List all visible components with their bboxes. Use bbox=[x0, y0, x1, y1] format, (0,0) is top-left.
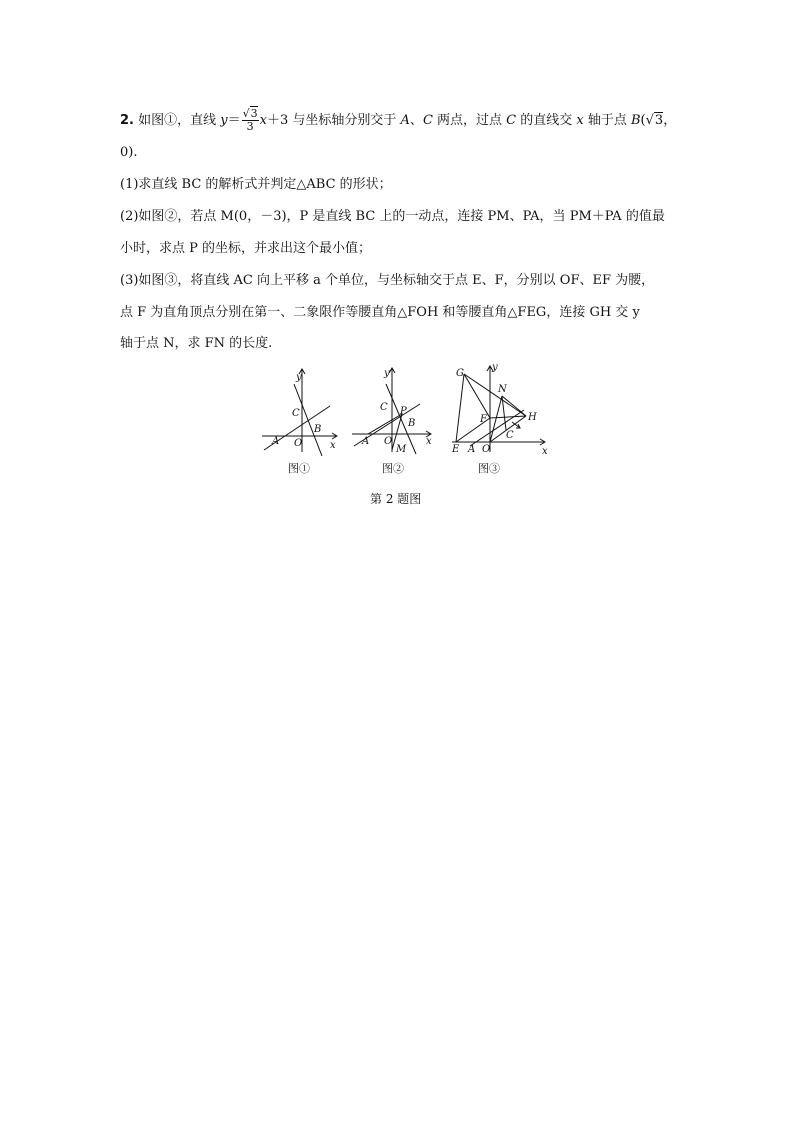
fig1-label-x: x bbox=[330, 440, 336, 451]
fig3-caption: 图③ bbox=[478, 462, 500, 475]
fig3-label-C: C bbox=[506, 430, 514, 441]
figure-2-diagram bbox=[350, 364, 434, 456]
fig1-label-C: C bbox=[292, 408, 300, 419]
problem-part-3c: 轴于点 N，求 FN 的长度. bbox=[120, 336, 273, 351]
fig2-label-P: P bbox=[400, 406, 407, 417]
fig2-caption: 图② bbox=[382, 462, 404, 475]
problem-number: 2. bbox=[120, 113, 134, 128]
fig1-label-O: O bbox=[294, 438, 303, 449]
problem-line-1: 2. 如图①，直线 y＝ $\frac{√3}{3}$ x＋3 与坐标轴分别交于 A、C 两点，过点 C 的直线交 x 轴于点 B(√3， bbox=[120, 107, 677, 133]
fig2-label-A: A bbox=[362, 436, 370, 447]
figure-3-diagram bbox=[448, 364, 548, 456]
problem-part-1: (1)求直线 BC 的解析式并判定△ABC 的形状； bbox=[120, 177, 392, 192]
fig2-label-O: O bbox=[384, 436, 393, 447]
fig3-label-A: A bbox=[468, 444, 476, 455]
fig2-label-C: C bbox=[380, 402, 388, 413]
fig2-label-B: B bbox=[408, 418, 416, 429]
fig3-label-O: O bbox=[482, 444, 491, 455]
fig2-label-x: x bbox=[426, 436, 432, 447]
fig3-label-x: x bbox=[542, 446, 548, 456]
figures-row bbox=[258, 364, 548, 482]
fig3-label-G: G bbox=[456, 368, 464, 379]
fig3-label-E: E bbox=[452, 444, 460, 455]
fig2-label-y: y bbox=[384, 368, 390, 379]
fig3-label-y: y bbox=[492, 364, 498, 373]
figure-title: 第 2 题图 bbox=[370, 492, 422, 506]
fig1-label-A: A bbox=[272, 436, 280, 447]
figure-1-diagram bbox=[258, 364, 338, 456]
problem-part-2b: 小时，求点 P 的坐标，并求出这个最小值； bbox=[120, 241, 372, 256]
fig2-label-M: M bbox=[396, 444, 407, 455]
problem-part-2a: (2)如图②，若点 M(0，－3)，P 是直线 BC 上的一动点，连接 PM、PA，当 PM＋PA 的值最 bbox=[120, 209, 665, 224]
problem-line-2: 0). bbox=[120, 145, 138, 160]
fraction-sqrt3-over-3: $\frac{√3}{3}$ bbox=[242, 107, 258, 133]
fig3-label-N: N bbox=[498, 384, 507, 395]
fig1-label-y: y bbox=[296, 372, 302, 383]
problem-part-3a: (3)如图③，将直线 AC 向上平移 a 个单位，与坐标轴交于点 E、F，分别以 OF、EF 为腰， bbox=[120, 273, 655, 288]
fig1-label-B: B bbox=[314, 424, 322, 435]
fig3-label-H: H bbox=[528, 412, 537, 423]
problem-part-3b: 点 F 为直角顶点分别在第一、二象限作等腰直角△FOH 和等腰直角△FEG，连接 GH 交 y bbox=[120, 305, 640, 320]
fig1-caption: 图① bbox=[288, 462, 310, 475]
fig3-label-F: F bbox=[480, 414, 487, 425]
